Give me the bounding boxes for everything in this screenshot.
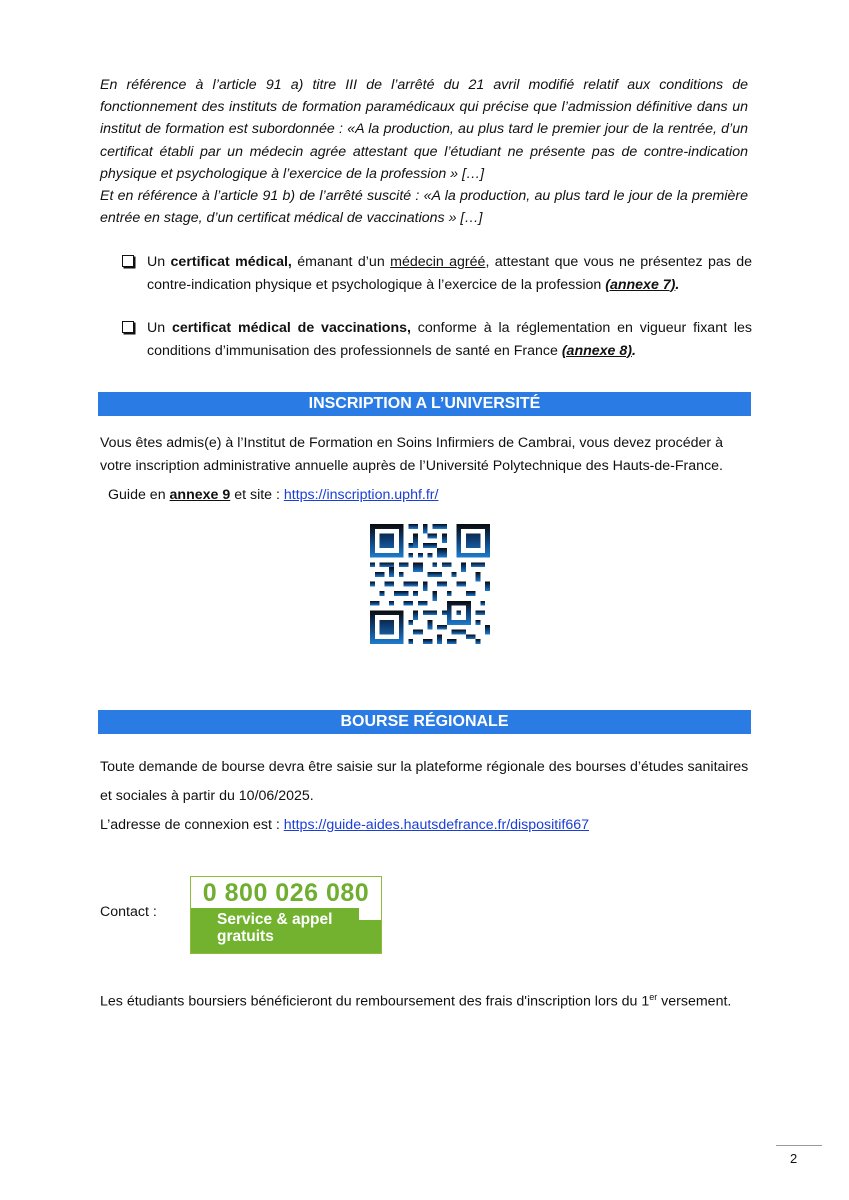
phone-service-line-2: gratuits: [217, 928, 274, 945]
bullet-mid: émanant d’un: [291, 254, 391, 270]
phone-service-label: [217, 911, 332, 945]
inscription-link[interactable]: https://inscription.uphf.fr/: [283, 487, 439, 503]
contact-label: Contact :: [100, 904, 157, 920]
checkbox-icon: [122, 321, 134, 333]
university-guide-line: [108, 484, 748, 507]
bourse-line-2: et sociales à partir du 10/06/2025.: [100, 788, 314, 804]
intro-paragraph-2: Et en référence à l’article 91 b) de l’arrêté suscité : «A la production, au plus tard le jour de la première entrée en stage, d’un certificat médical de vaccinations » […]: [100, 188, 748, 227]
bullet-medical-certificate: [122, 251, 752, 296]
qr-code-icon: [370, 524, 490, 644]
phone-band-notch: [359, 908, 381, 920]
bullet-post: , attestant que vous ne présentez pas de contre-indication physique et psychologique à l’exercice de la profession: [147, 254, 753, 293]
bullet-text: [147, 317, 752, 362]
bourse-final-note: [100, 986, 760, 1013]
bourse-line-1: Toute demande de bourse devra être saisie sur la plateforme régionale des bourses d’études sanitaires: [100, 759, 749, 775]
phone-number: 0 800 026 080: [191, 877, 381, 907]
page-number: 2: [790, 1151, 798, 1166]
free-phone-badge: [190, 876, 382, 954]
bullet-post: conforme à la réglementation en vigueur fixant les conditions d’immunisation des professionnels de santé en France: [147, 320, 753, 359]
guide-mid: et site :: [230, 487, 284, 503]
final-note-sup: er: [649, 992, 658, 1002]
university-heading: INSCRIPTION A L’UNIVERSITÉ: [98, 392, 751, 416]
intro-text: [100, 74, 748, 229]
university-text: Vous êtes admis(e) à l’Institut de Formation en Soins Infirmiers de Cambrai, vous devez procéder à votre inscription administrative annuelle auprès de l’Université Polytechnique des Hauts-de-France.: [100, 435, 723, 474]
checkbox-icon: [122, 255, 134, 267]
address-prefix: L’adresse de connexion est :: [100, 817, 284, 833]
final-note-end: versement.: [657, 993, 732, 1010]
bullet-text: [147, 251, 752, 296]
annex-8-ref: (annexe 8): [561, 342, 633, 359]
bullet-bold: certificat médical,: [170, 254, 292, 270]
bullet-end: .: [632, 342, 636, 359]
intro-paragraph-1: En référence à l’article 91 a) titre III de l’arrêté du 21 avril modifié relatif aux conditions de fonctionnement des instituts de formation paramédicaux qui précise que l’admission définitive dans un institut de formation est subordonnée : «A la production, au plus tard le premier jour de la rentrée, d’un certificat établi par un médecin agrée attestant que l’étudiant ne présente pas de contre-indication physique et psychologique à l’exercice de la profession » […]: [100, 77, 748, 182]
guide-prefix: Guide en: [108, 487, 170, 503]
bullet-underlined: médecin agréé: [390, 254, 486, 270]
annex-9-ref: annexe 9: [169, 487, 231, 503]
bourse-link[interactable]: https://guide-aides.hautsdefrance.fr/dispositif667: [283, 817, 589, 833]
bullet-end: .: [675, 276, 680, 293]
bullet-bold: certificat médical de vaccinations,: [171, 320, 411, 336]
phone-service-band: [191, 908, 381, 953]
footer-rule: [776, 1145, 822, 1146]
bourse-heading: BOURSE RÉGIONALE: [98, 710, 751, 734]
final-note-text: Les étudiants boursiers bénéficieront du remboursement des frais d'inscription lors du 1: [100, 993, 650, 1010]
bullet-pre: Un: [147, 320, 172, 336]
annex-7-ref: (annexe 7): [605, 276, 676, 293]
bourse-address-line: [100, 814, 740, 837]
phone-service-line-1: Service & appel: [217, 911, 333, 928]
bullet-vaccination-certificate: [122, 317, 752, 362]
bullet-pre: Un: [147, 254, 171, 270]
